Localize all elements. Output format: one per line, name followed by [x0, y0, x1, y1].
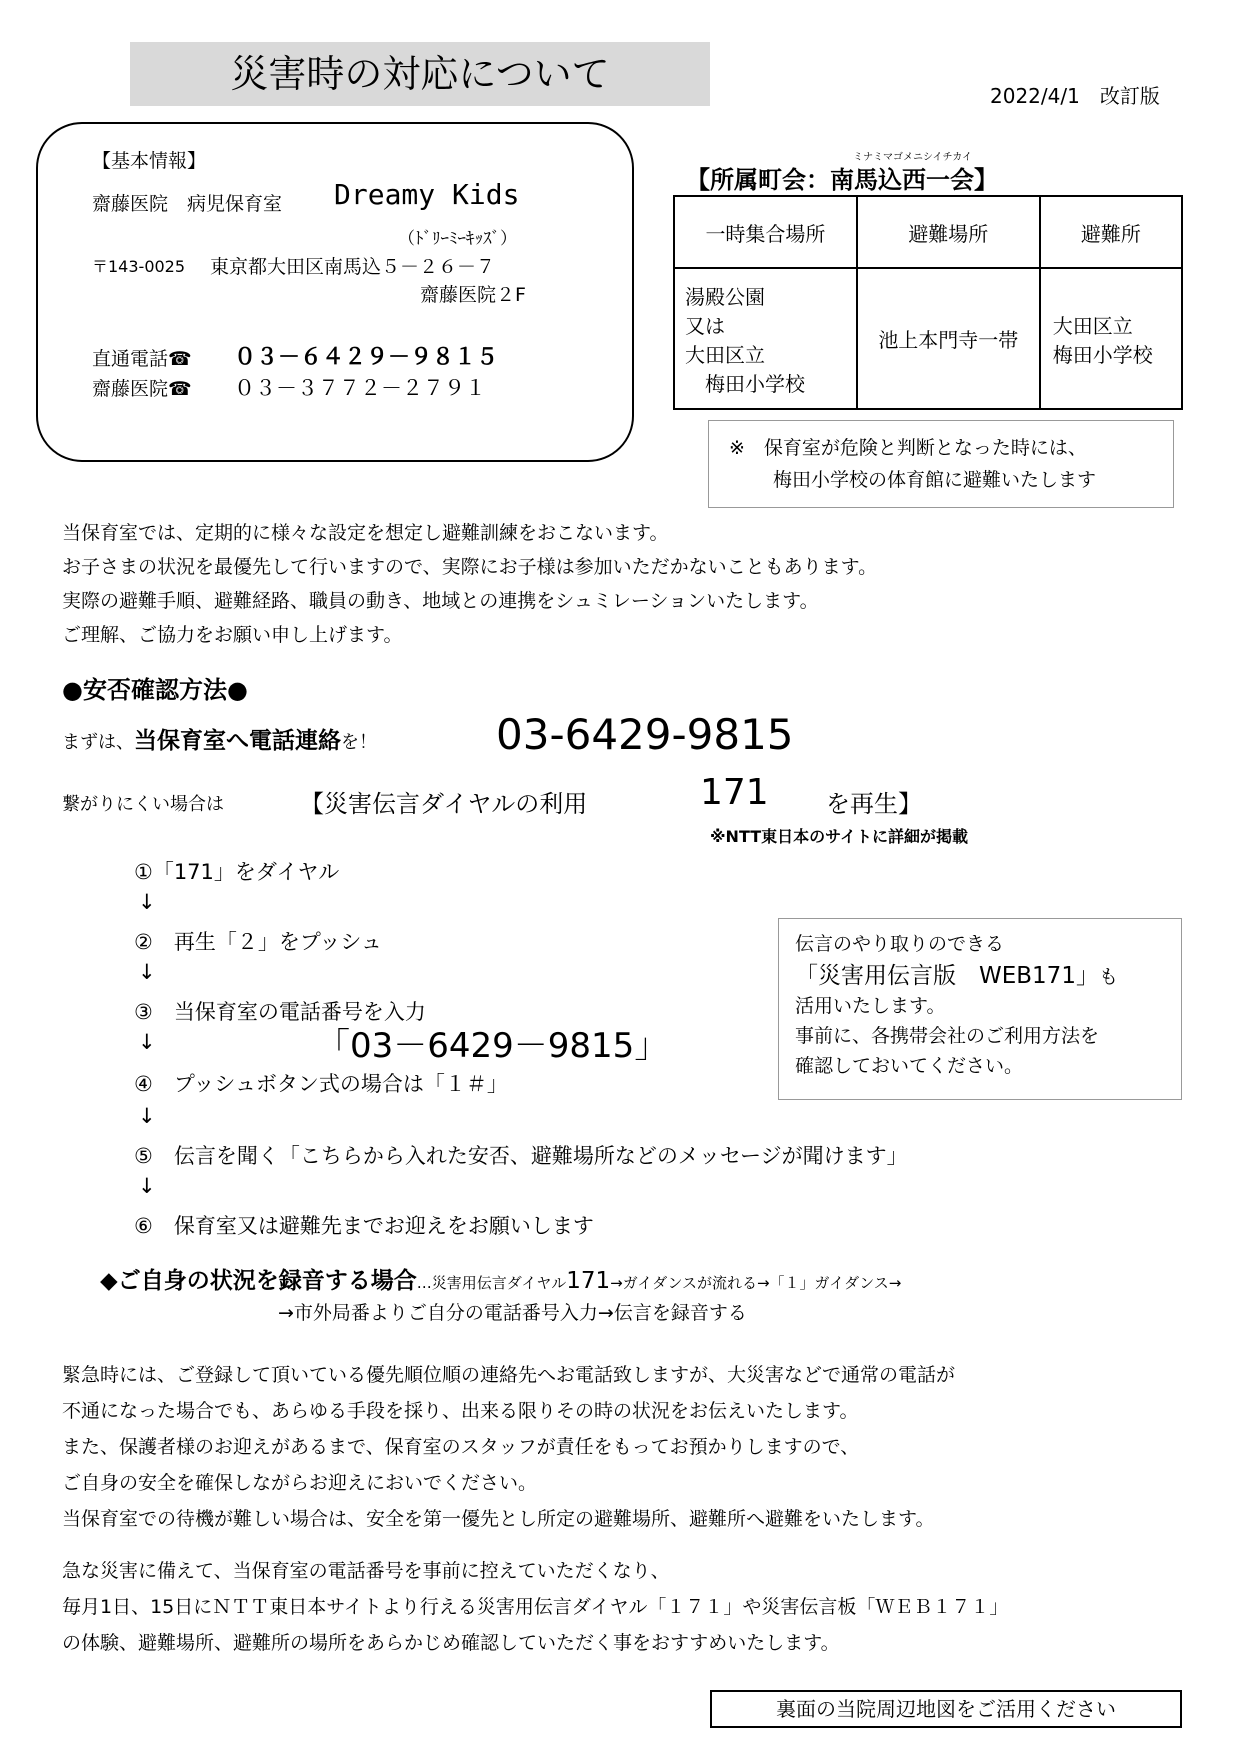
web171-line4: 事前に、各携帯会社のご利用方法を [795, 1025, 1100, 1047]
emergency-line4: ご自身の安全を確保しながらお迎えにおいでください。 [62, 1472, 538, 1494]
nursery-name-kana: （ﾄﾞﾘｰﾐｰｷｯｽﾞ） [398, 229, 517, 249]
intro-line2: お子さまの状況を最優先して行いますので、実際にお子様は参加いただかないこともあります。 [62, 556, 878, 578]
note-line2: 梅田小学校の体育館に避難いたします [773, 469, 1097, 491]
intro-line4: ご理解、ご協力をお願い申し上げます。 [62, 624, 403, 646]
step-3-phone: 「03－6429－9815」 [316, 1026, 669, 1066]
step-5: ⑤ 伝言を聞く「こちらから入れた安否、避難場所などのメッセージが聞けます」 [134, 1144, 908, 1168]
dial-bracket-close: を再生】 [826, 790, 922, 818]
nursery-name: Dreamy Kids [334, 178, 520, 211]
town-ruby: ミナミマゴメニシイチカイ [853, 152, 972, 163]
arrow-5: ↓ [138, 1174, 156, 1198]
emergency-line3: また、保護者様のお迎えがあるまで、保育室のスタッフが責任をもってお預かりしますので、 [62, 1436, 860, 1458]
revision-date: 2022/4/1 改訂版 [990, 84, 1160, 108]
direct-phone-label: 直通電話☎ [92, 348, 192, 370]
prep-line1: 急な災害に備えて、当保育室の電話番号を事前に控えていただくなり、 [62, 1560, 670, 1582]
intro-line1: 当保育室では、定期的に様々な設定を想定し避難訓練をおこないます。 [62, 522, 669, 544]
header-shelter: 避難所 [1040, 196, 1182, 268]
main-phone-number: 03-6429-9815 [496, 710, 794, 759]
emergency-line5: 当保育室での待機が難しい場合は、安全を第一優先とし所定の避難場所、避難所へ避難をいたします。 [62, 1508, 935, 1530]
clinic-phone-label: 齋藤医院☎ [92, 378, 192, 400]
web171-line3: 活用いたします。 [795, 995, 946, 1017]
record-line1: ◆ご自身の状況を録音する場合…災害用伝言ダイヤル171→ガイダンスが流れる→「１」ガイダンス→ [100, 1268, 902, 1294]
shelter-note-box [708, 420, 1174, 508]
hard-to-connect-label: 繋がりにくい場合は [62, 794, 224, 815]
shelter-place: 大田区立 梅田小学校 [1040, 268, 1182, 409]
step-1: ①「171」をダイヤル [134, 860, 340, 884]
first-contact-line: まずは、当保育室へ電話連絡を！ [62, 728, 377, 754]
address-line1: 東京都大田区南馬込５－２６－７ [210, 256, 496, 278]
prep-line3: の体験、避難場所、避難所の場所をあらかじめ確認していただく事をおすすめいたします。 [62, 1632, 840, 1654]
ntt-note: ※NTT東日本のサイトに詳細が掲載 [710, 827, 969, 846]
map-reference-box: 裏面の当院周辺地図をご活用ください [710, 1690, 1182, 1728]
record-line2: →市外局番よりご自分の電話番号入力→伝言を録音する [278, 1302, 747, 1324]
address-line2: 齋藤医院２F [420, 284, 526, 306]
dial-number: 171 [700, 772, 769, 813]
header-evacuation-area: 避難場所 [857, 196, 1040, 268]
prep-line2: 毎月1日、15日にＮＴＴ東日本サイトより行える災害用伝言ダイヤル「１７１」や災害伝言板「ＷＥＢ１７１」 [62, 1596, 1009, 1618]
arrow-4: ↓ [138, 1104, 156, 1128]
arrow-2: ↓ [138, 960, 156, 984]
info-heading: 【基本情報】 [92, 150, 207, 172]
step-4: ④ プッシュボタン式の場合は「１＃」 [134, 1072, 508, 1096]
web171-line1: 伝言のやり取りのできる [795, 933, 1005, 955]
shelter-table [673, 195, 1183, 410]
assembly-place: 湯殿公園 又は 大田区立 梅田小学校 [674, 268, 857, 409]
arrow-3: ↓ [138, 1030, 156, 1054]
clinic-label: 齋藤医院 病児保育室 [92, 193, 283, 215]
step-6: ⑥ 保育室又は避難先までお迎えをお願いします [134, 1214, 594, 1238]
postal-code: 〒143-0025 [92, 257, 186, 276]
dial-bracket-open: 【災害伝言ダイヤルの利用 [300, 790, 588, 818]
note-line1: ※ 保育室が危険と判断となった時には、 [729, 437, 1087, 459]
intro-line3: 実際の避難手順、避難経路、職員の動き、地域との連携をシュミレーションいたします。 [62, 590, 819, 612]
emergency-line2: 不通になった場合でも、あらゆる手段を採り、出来る限りその時の状況をお伝えいたします。 [62, 1400, 859, 1422]
evacuation-area: 池上本門寺一帯 [857, 268, 1040, 409]
web171-line5: 確認しておいてください。 [795, 1055, 1024, 1077]
safety-heading: ●安否確認方法● [62, 676, 248, 704]
clinic-phone: ０３－３７７２－２７９１ [234, 376, 486, 400]
step-2: ② 再生「２」をプッシュ [134, 930, 382, 954]
page-title: 災害時の対応について [130, 42, 710, 106]
header-assembly: 一時集合場所 [674, 196, 857, 268]
web171-box [778, 918, 1182, 1100]
emergency-line1: 緊急時には、ご登録して頂いている優先順位順の連絡先へお電話致しますが、大災害などで通常の電話が [62, 1364, 956, 1386]
step-3: ③ 当保育室の電話番号を入力 [134, 1000, 426, 1024]
arrow-1: ↓ [138, 890, 156, 914]
basic-info-box [36, 122, 634, 462]
web171-line2: 「災害用伝言版 WEB171」も [795, 963, 1118, 989]
town-association-title: 【所属町会：南馬込西一会】 [686, 166, 998, 194]
direct-phone: ０３－６４２９－９８１５ [234, 345, 499, 370]
